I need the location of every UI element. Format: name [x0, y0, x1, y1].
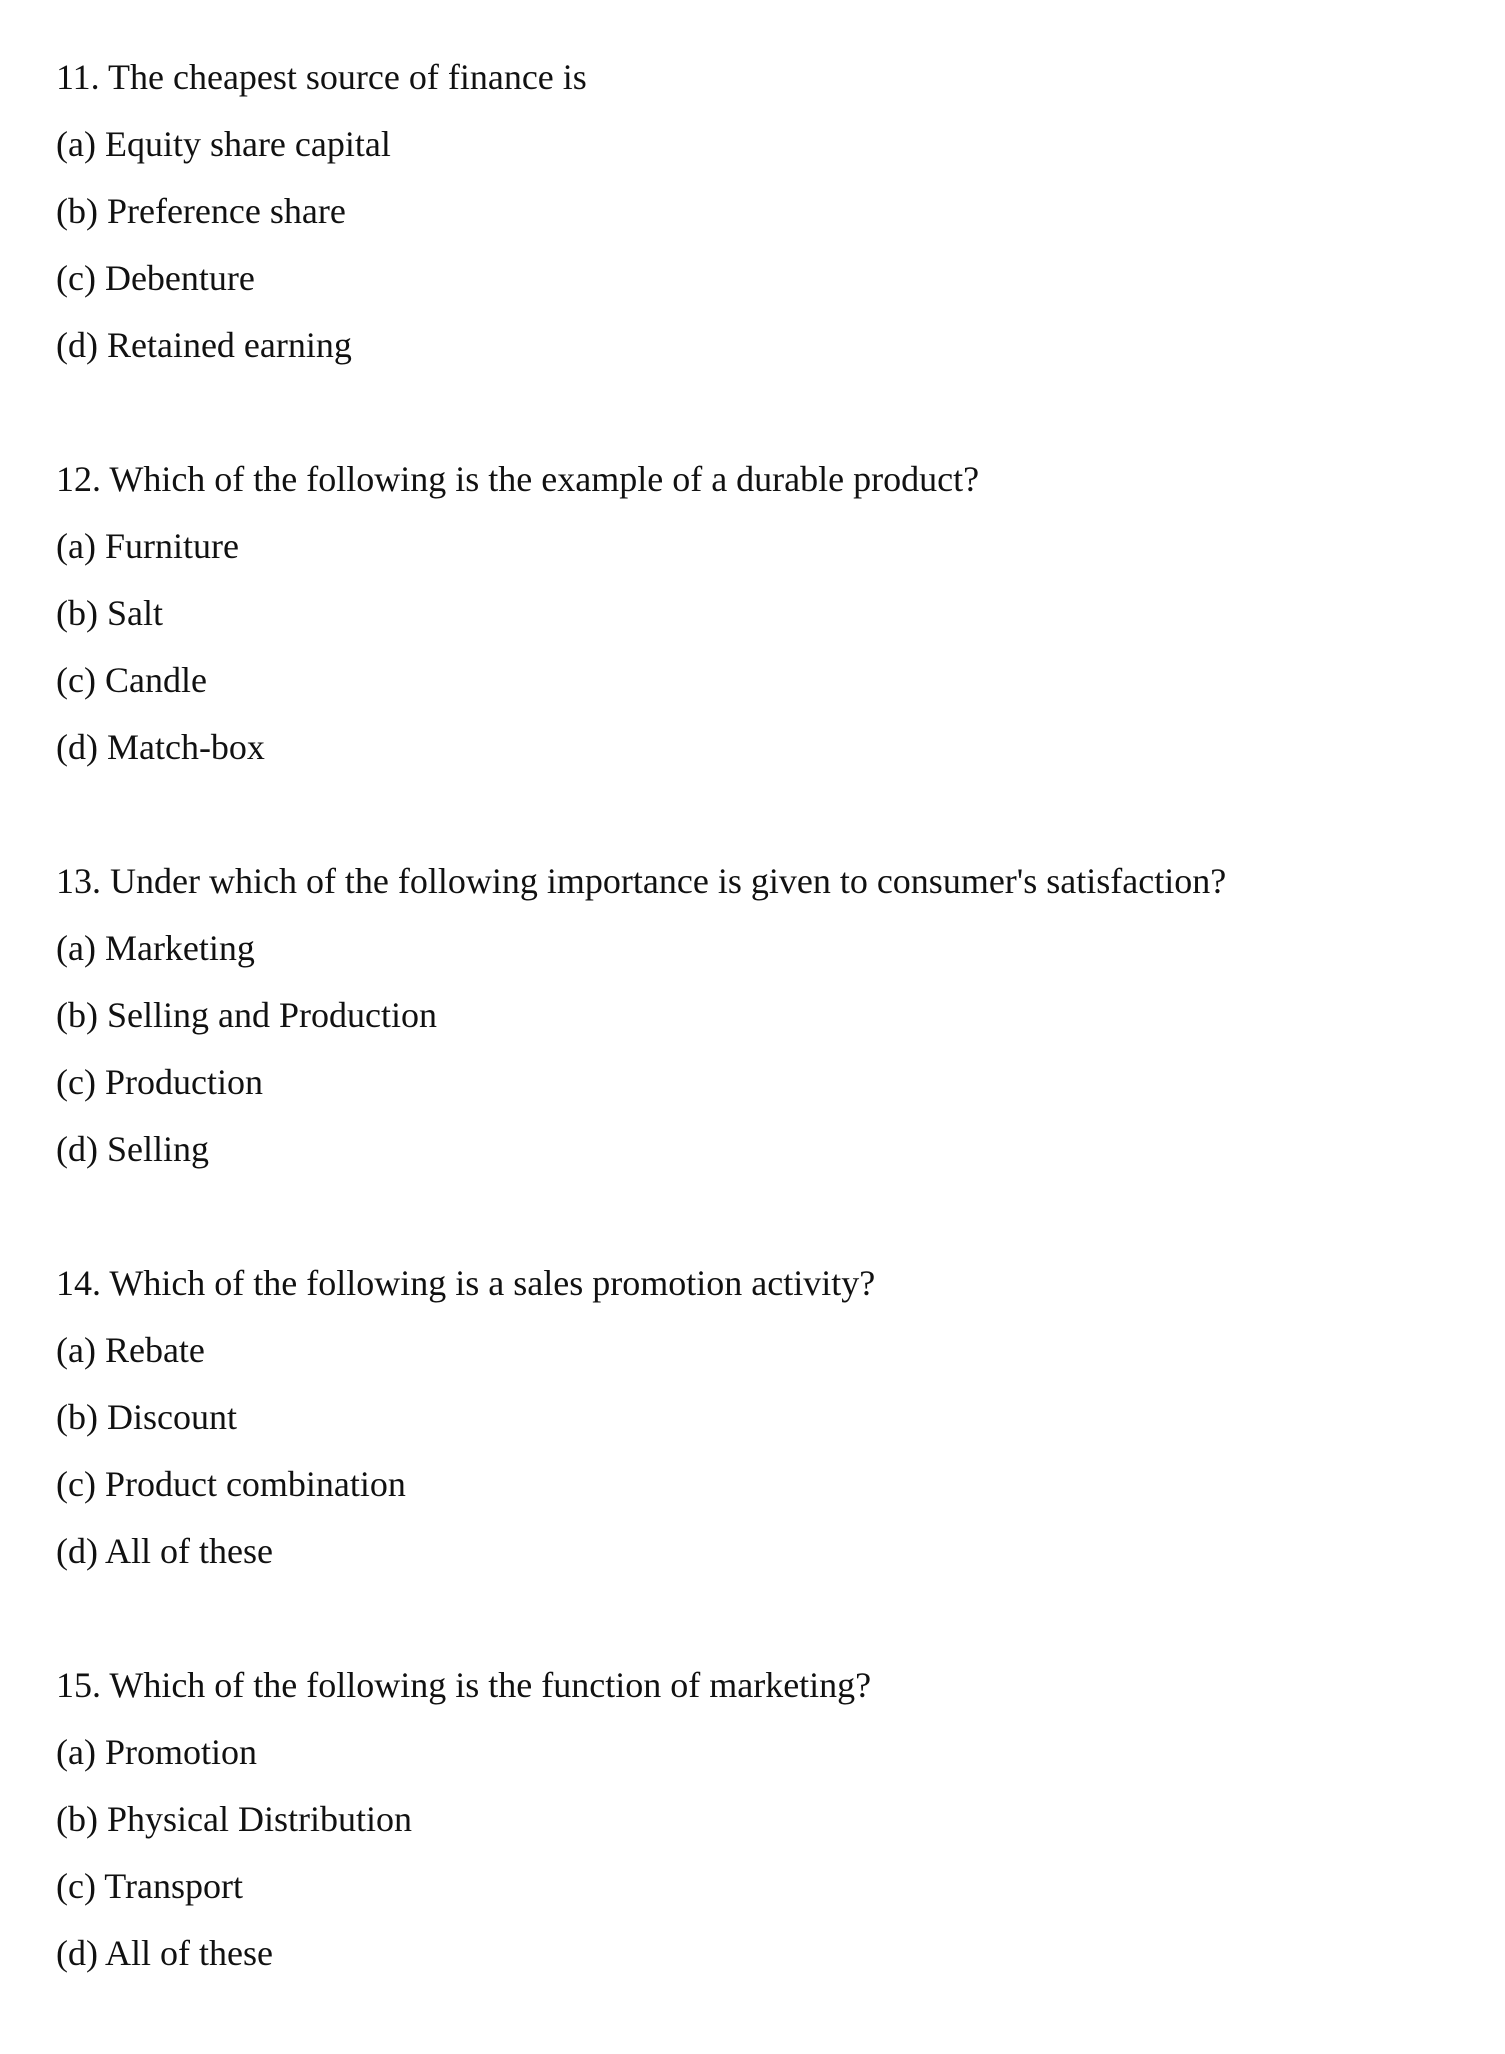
answer-option: (d) Selling [56, 1129, 209, 1169]
answer-option: (c) Product combination [56, 1464, 406, 1504]
answer-option: (a) Equity share capital [56, 124, 391, 164]
answer-option: (b) Selling and Production [56, 995, 437, 1035]
question-text: 14. Which of the following is a sales promotion activity? [56, 1263, 876, 1303]
question-text: 15. Which of the following is the function of marketing? [56, 1665, 872, 1705]
answer-option: (c) Debenture [56, 258, 255, 298]
answer-option: (b) Preference share [56, 191, 346, 231]
answer-option: (d) Match-box [56, 727, 265, 767]
answer-option: (b) Physical Distribution [56, 1799, 412, 1839]
answer-option: (d) Retained earning [56, 325, 352, 365]
question-block [56, 44, 1226, 379]
answer-option: (d) All of these [56, 1531, 273, 1571]
answer-option: (c) Transport [56, 1866, 243, 1906]
answer-option: (a) Promotion [56, 1732, 257, 1772]
question-block [56, 1652, 1226, 1987]
answer-option: (d) All of these [56, 1933, 273, 1973]
question-text: 11. The cheapest source of finance is [56, 57, 587, 97]
answer-option: (c) Candle [56, 660, 207, 700]
answer-option: (b) Discount [56, 1397, 237, 1437]
question-text: 13. Under which of the following importance is given to consumer's satisfaction? [56, 861, 1227, 901]
answer-option: (b) Salt [56, 593, 163, 633]
question-block [56, 1250, 1226, 1585]
question-block [56, 848, 1226, 1183]
answer-option: (a) Furniture [56, 526, 239, 566]
question-text: 12. Which of the following is the example of a durable product? [56, 459, 980, 499]
question-page [56, 44, 1226, 2054]
question-block [56, 446, 1226, 781]
answer-option: (c) Production [56, 1062, 263, 1102]
answer-option: (a) Marketing [56, 928, 255, 968]
answer-option: (a) Rebate [56, 1330, 205, 1370]
